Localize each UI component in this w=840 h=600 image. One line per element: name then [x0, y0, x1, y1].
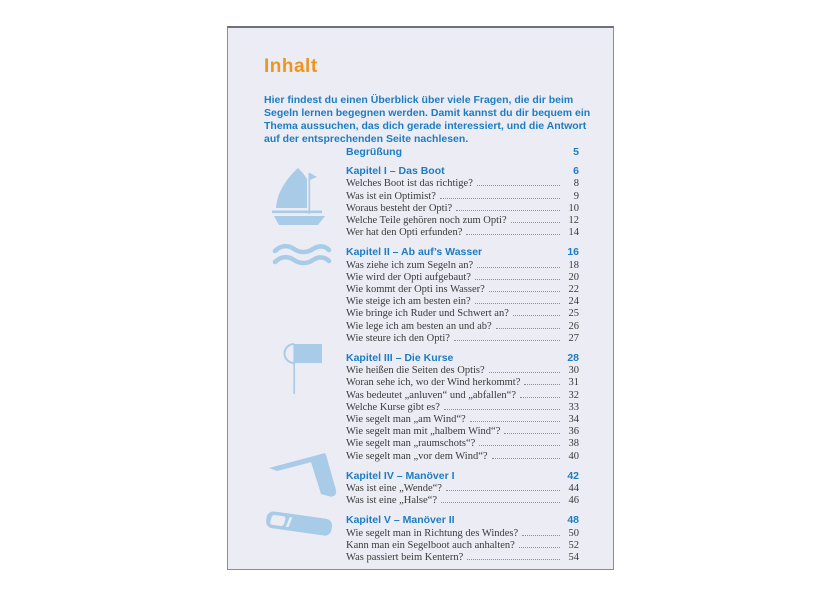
toc-entry-label: Was bedeutet „anluven“ und „abfallen“?: [346, 389, 516, 401]
toc-entry-page-number: 9: [573, 190, 579, 202]
dotted-leader: [475, 303, 560, 304]
dotted-leader: [441, 502, 560, 503]
chapter-heading-label: Kapitel IV – Manöver I: [346, 469, 455, 482]
toc-entry: [346, 451, 579, 463]
toc-entry: [346, 365, 579, 377]
dotted-leader: [475, 279, 560, 280]
chapter-heading-label: Begrüßung: [346, 146, 402, 158]
dotted-leader: [477, 267, 560, 268]
toc-entry-label: Welche Teile gehören noch zum Opti?: [346, 215, 507, 227]
chapter-heading: [346, 514, 579, 526]
toc-entry-page-number: 30: [568, 365, 579, 377]
toc-entry-label: Wie lege ich am besten an und ab?: [346, 320, 492, 332]
dotted-leader: [524, 384, 560, 385]
dotted-leader: [520, 397, 560, 398]
toc-entry-page-number: 8: [573, 178, 579, 190]
toc-entry-label: Woran sehe ich, wo der Wind herkommt?: [346, 377, 521, 389]
dotted-leader: [522, 535, 560, 536]
toc-section: [346, 146, 579, 158]
dotted-leader: [467, 559, 560, 560]
table-of-contents: [346, 146, 579, 564]
toc-entry-page-number: 14: [568, 227, 579, 239]
toc-entry-page-number: 25: [568, 308, 579, 320]
toc-section: [346, 514, 579, 564]
dotted-leader: [440, 198, 560, 199]
dotted-leader: [511, 222, 560, 223]
wind-flag-icon: [279, 340, 325, 396]
toc-entry: [346, 540, 579, 552]
dotted-leader: [519, 547, 560, 548]
capsized-hull-icon: [262, 506, 336, 542]
dotted-leader: [489, 372, 560, 373]
toc-entry-label: Wie segelt man „vor dem Wind“?: [346, 450, 488, 462]
toc-entry: [346, 333, 579, 345]
chapter-heading: [346, 165, 579, 177]
toc-entry: [346, 308, 579, 320]
toc-entry: [346, 178, 579, 190]
toc-page-panel: [227, 26, 614, 570]
chapter-heading: [346, 146, 579, 158]
toc-entry: [346, 426, 579, 438]
toc-entry-label: Wie segelt man „raumschots“?: [346, 438, 476, 450]
toc-entry: [346, 227, 579, 239]
chapter-heading: [346, 470, 579, 482]
toc-entry-page-number: 40: [568, 450, 579, 462]
toc-entry-page-number: 36: [568, 426, 579, 438]
toc-entry-label: Wer hat den Opti erfunden?: [346, 227, 463, 239]
dotted-leader: [454, 340, 560, 341]
toc-entry-page-number: 50: [568, 527, 579, 539]
chapter-heading: [346, 246, 579, 258]
toc-entry-page-number: 33: [568, 401, 579, 413]
toc-entry-label: Was passiert beim Kentern?: [346, 552, 464, 564]
dotted-leader: [477, 185, 560, 186]
dotted-leader: [496, 328, 560, 329]
toc-entry-label: Wie heißen die Seiten des Optis?: [346, 365, 485, 377]
toc-entry-label: Wie segelt man mit „halbem Wind“?: [346, 426, 501, 438]
toc-entry-page-number: 22: [568, 284, 579, 296]
toc-entry-label: Was ziehe ich zum Segeln an?: [346, 259, 474, 271]
toc-entry-page-number: 32: [568, 389, 579, 401]
chapter-heading-label: Kapitel I – Das Boot: [346, 165, 445, 178]
toc-entry-label: Wie steure ich den Opti?: [346, 332, 450, 344]
intro-text: Hier findest du einen Überblick über viele Fragen, die dir beim Segeln lernen begegnen werden. Damit kannst du dir bequem ein Thema aussuchen, das dich gerade interessiert, und die Antwort auf der entsprechenden Seite nachlesen.: [264, 94, 591, 145]
dotted-leader: [504, 433, 560, 434]
toc-entry-page-number: 52: [568, 539, 579, 551]
dotted-leader: [446, 490, 560, 491]
toc-entry: [346, 284, 579, 296]
toc-entry-page-number: 20: [568, 271, 579, 283]
toc-entry-label: Wie segelt man „am Wind“?: [346, 414, 466, 426]
chapter-heading: [346, 352, 579, 364]
toc-entry: [346, 260, 579, 272]
toc-entry: [346, 377, 579, 389]
toc-entry-page-number: 24: [568, 296, 579, 308]
toc-entry-label: Wie segelt man in Richtung des Windes?: [346, 527, 519, 539]
dotted-leader: [456, 210, 560, 211]
toc-entry: [346, 552, 579, 564]
toc-entry: [346, 495, 579, 507]
toc-entry: [346, 321, 579, 333]
toc-entry-label: Wie steige ich am besten ein?: [346, 296, 471, 308]
toc-entry-label: Was ist eine „Halse“?: [346, 495, 437, 507]
toc-entry-page-number: 38: [568, 438, 579, 450]
toc-entry-label: Was ist ein Optimist?: [346, 190, 436, 202]
dotted-leader: [489, 291, 560, 292]
chapter-heading-page-number: 6: [573, 165, 579, 178]
toc-entry-page-number: 31: [568, 377, 579, 389]
page-title: Inhalt: [264, 56, 318, 77]
toc-entry: [346, 402, 579, 414]
toc-entry-label: Welches Boot ist das richtige?: [346, 178, 473, 190]
waves-icon: [272, 243, 332, 269]
toc-entry: [346, 390, 579, 402]
toc-entry-page-number: 18: [568, 259, 579, 271]
toc-entry-page-number: 12: [568, 215, 579, 227]
toc-entry-label: Wie bringe ich Ruder und Schwert an?: [346, 308, 509, 320]
toc-entry-label: Kann man ein Segelboot auch anhalten?: [346, 539, 515, 551]
toc-section: [346, 246, 579, 345]
toc-entry: [346, 191, 579, 203]
dotted-leader: [466, 234, 560, 235]
chapter-heading-page-number: 16: [567, 246, 579, 259]
chapter-heading-label: Kapitel II – Ab auf’s Wasser: [346, 246, 483, 259]
toc-entry-page-number: 26: [568, 320, 579, 332]
toc-entry-page-number: 34: [568, 414, 579, 426]
dotted-leader: [444, 409, 560, 410]
toc-entry-label: Welche Kurse gibt es?: [346, 401, 440, 413]
toc-entry-page-number: 44: [568, 483, 579, 495]
dotted-leader: [479, 445, 560, 446]
toc-entry-page-number: 10: [568, 202, 579, 214]
chapter-heading-label: Kapitel V – Manöver II: [346, 514, 455, 527]
toc-entry-label: Wie wird der Opti aufgebaut?: [346, 271, 471, 283]
toc-entry-label: Woraus besteht der Opti?: [346, 202, 453, 214]
toc-entry-page-number: 27: [568, 332, 579, 344]
toc-entry: [346, 483, 579, 495]
chapter-heading-page-number: 28: [567, 352, 579, 365]
toc-entry: [346, 438, 579, 450]
toc-entry: [346, 296, 579, 308]
toc-section: [346, 352, 579, 463]
toc-section: [346, 470, 579, 508]
heeling-boat-icon: [265, 446, 337, 502]
dotted-leader: [492, 458, 560, 459]
toc-entry: [346, 414, 579, 426]
toc-entry-page-number: 54: [568, 552, 579, 564]
chapter-heading-page-number: 5: [573, 146, 579, 158]
chapter-heading-page-number: 42: [567, 469, 579, 482]
chapter-heading-page-number: 48: [567, 514, 579, 527]
toc-entry-page-number: 46: [568, 495, 579, 507]
toc-entry-label: Wie kommt der Opti ins Wasser?: [346, 284, 485, 296]
chapter-heading-label: Kapitel III – Die Kurse: [346, 352, 454, 365]
toc-entry: [346, 528, 579, 540]
toc-entry: [346, 203, 579, 215]
dotted-leader: [470, 421, 560, 422]
toc-entry: [346, 272, 579, 284]
toc-entry: [346, 215, 579, 227]
toc-section: [346, 165, 579, 239]
sailboat-icon: [269, 166, 325, 226]
toc-entry-label: Was ist eine „Wende“?: [346, 483, 442, 495]
dotted-leader: [513, 315, 560, 316]
